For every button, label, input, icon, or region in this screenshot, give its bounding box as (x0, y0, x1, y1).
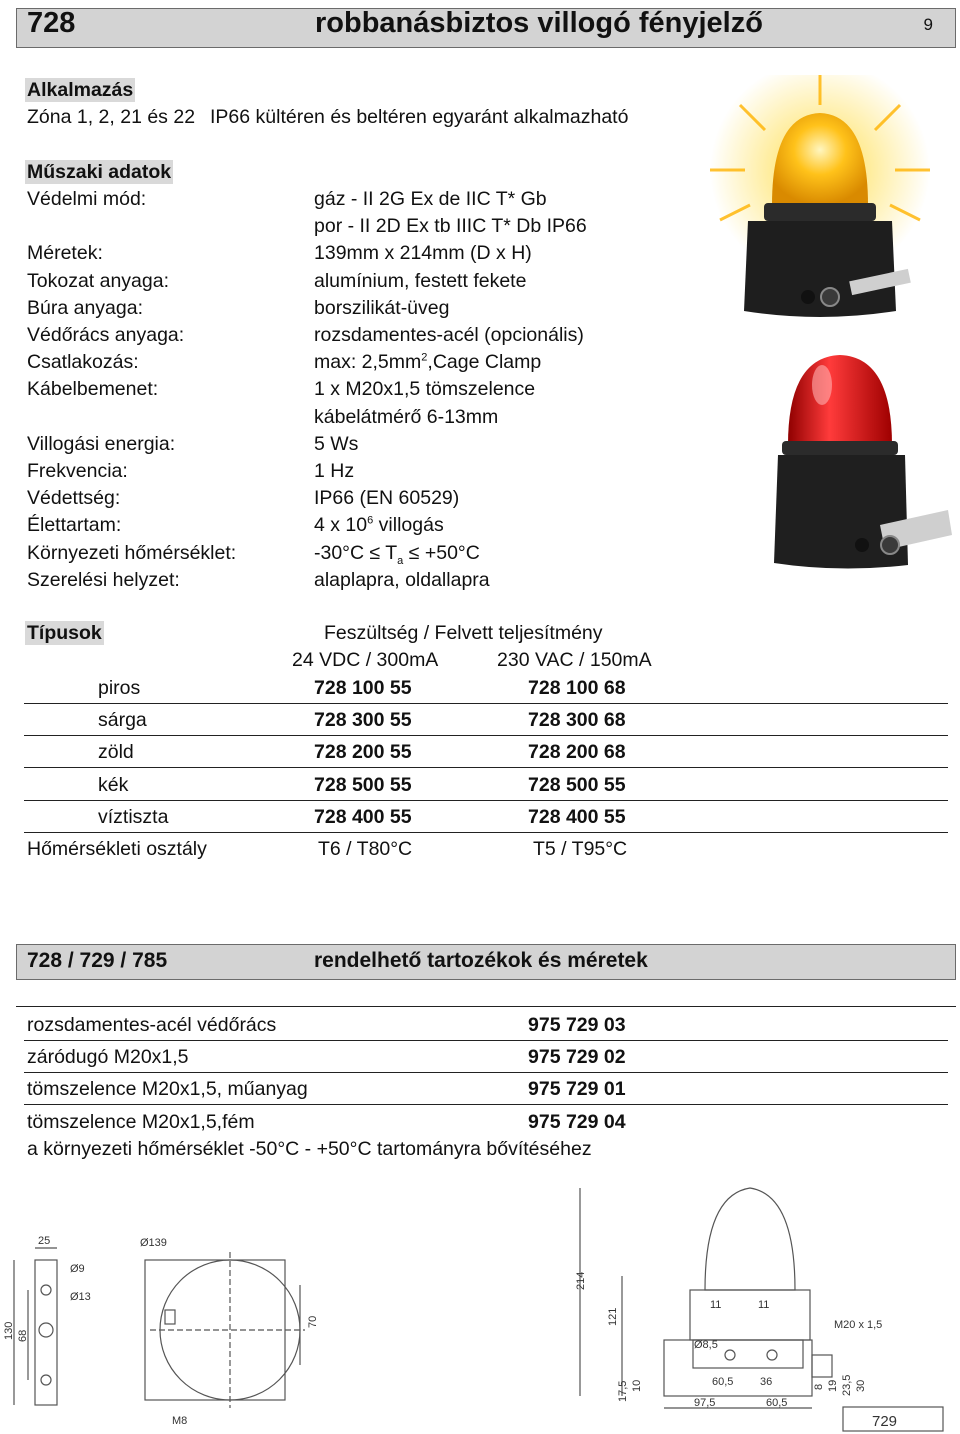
spec-value: kábelátmérő 6-13mm (314, 405, 499, 428)
dim-68: 68 (17, 1329, 29, 1342)
type-v1: 728 400 55 (314, 805, 412, 828)
type-v2: 728 400 55 (528, 805, 626, 828)
accessory-name: tömszelence M20x1,5,fém (27, 1110, 255, 1133)
application-zones: Zóna 1, 2, 21 és 22 (27, 106, 196, 128)
spec-value: 1 Hz (314, 460, 355, 482)
types-col1-header: 24 VDC / 300mA (292, 649, 439, 671)
temp-class-v2: T5 / T95°C (533, 838, 628, 860)
application-heading: Alkalmazás (27, 79, 134, 101)
drawing-label: 729 (872, 1413, 898, 1430)
type-v1: 728 100 55 (314, 677, 412, 699)
spec-value-sup: 2 (421, 351, 428, 364)
spec-value-part: 4 x 10 (314, 514, 368, 537)
spec-label: Élettartam: (27, 514, 122, 537)
spec-value-part: -30°C ≤ T (314, 541, 398, 564)
dim-30: 30 (855, 1379, 867, 1392)
dim-11b: 11 (758, 1299, 770, 1311)
product-code: 728 (27, 7, 76, 39)
table-rule (24, 1072, 948, 1073)
amber-beacon-image (700, 75, 940, 330)
types-col2-header: 230 VAC / 150mA (497, 649, 652, 671)
dim-d13: Ø13 (70, 1291, 91, 1303)
spec-value (314, 350, 541, 374)
table-rule (24, 800, 948, 801)
table-rule (24, 832, 948, 833)
spec-label: Csatlakozás: (27, 351, 139, 374)
page-header (16, 8, 956, 48)
page-number: 9 (923, 15, 933, 34)
type-v2: 728 200 68 (528, 741, 626, 764)
dim-11a: 11 (710, 1299, 722, 1311)
type-color: víztiszta (98, 805, 169, 828)
temp-class-v1: T6 / T80°C (318, 838, 413, 860)
accessories-header (16, 944, 956, 980)
type-color: zöld (98, 741, 134, 764)
type-v1: 728 500 55 (314, 773, 412, 796)
spec-value-part: ,Cage Clamp (427, 351, 542, 374)
table-rule (24, 1104, 948, 1105)
table-rule (24, 1040, 948, 1041)
spec-label: Védettség: (27, 487, 121, 510)
accessory-name: tömszelence M20x1,5, műanyag (27, 1078, 308, 1101)
dim-d9: Ø9 (70, 1263, 85, 1275)
accessories-title: rendelhető tartozékok és méretek (314, 949, 648, 972)
types-heading: Típusok (27, 622, 102, 644)
side-view-drawing (575, 1188, 943, 1431)
dim-19: 19 (827, 1379, 839, 1392)
spec-value: 5 Ws (314, 432, 359, 455)
spec-label: Kábelbemenet: (27, 378, 159, 401)
page-title: robbanásbiztos villogó fényjelző (315, 7, 763, 39)
dim-m8: M8 (172, 1415, 188, 1427)
application-note: IP66 kültéren és beltéren egyaránt alkalmazható (210, 106, 629, 128)
spec-label: Szerelési helyzet: (27, 568, 180, 591)
dim-121: 121 (607, 1307, 619, 1326)
spec-label: Villogási energia: (27, 432, 176, 455)
spec-label: Védőrács anyaga: (27, 324, 185, 346)
dim-175: 17,5 (617, 1380, 629, 1402)
spec-value: 1 x M20x1,5 tömszelence (314, 378, 536, 401)
spec-label: Méretek: (27, 242, 103, 265)
dim-10: 10 (631, 1379, 643, 1392)
dim-36: 36 (760, 1376, 773, 1388)
accessories-note: a környezeti hőmérséklet -50°C - +50°C tartományra bővítéséhez (27, 1138, 592, 1160)
dim-975: 97,5 (694, 1397, 716, 1409)
dim-25: 25 (38, 1235, 51, 1247)
table-rule (24, 767, 948, 768)
spec-value: por - II 2D Ex tb IIIC T* Db IP66 (314, 215, 587, 238)
dim-130: 130 (3, 1321, 15, 1340)
type-color: sárga (98, 709, 147, 732)
spec-value: alaplapra, oldallapra (314, 568, 490, 591)
dim-d85: Ø8,5 (694, 1339, 718, 1351)
dim-605b: 60,5 (766, 1397, 788, 1409)
spec-value-sup: 6 (367, 514, 374, 527)
bracket-drawing (3, 1235, 91, 1405)
red-beacon-image (740, 345, 960, 575)
accessory-name: záródugó M20x1,5 (27, 1046, 189, 1069)
spec-value-part: villogás (373, 514, 444, 537)
type-v1: 728 200 55 (314, 741, 412, 764)
dim-m20: M20 x 1,5 (834, 1319, 883, 1331)
dimension-drawing (0, 1180, 960, 1434)
table-rule (24, 703, 948, 704)
divider (16, 1006, 956, 1007)
spec-value: 139mm x 214mm (D x H) (314, 242, 532, 265)
type-v2: 728 300 68 (528, 709, 626, 732)
spec-value-part: ≤ +50°C (403, 541, 480, 564)
type-v1: 728 300 55 (314, 709, 412, 732)
dim-70: 70 (307, 1315, 319, 1328)
dim-605a: 60,5 (712, 1376, 734, 1388)
accessory-code: 975 729 02 (528, 1046, 626, 1069)
spec-value: IP66 (EN 60529) (314, 487, 460, 510)
dim-d139: Ø139 (140, 1237, 167, 1249)
type-color: kék (98, 773, 129, 796)
top-view-drawing (140, 1237, 319, 1427)
spec-label: Tokozat anyaga: (27, 269, 170, 292)
dim-235: 23,5 (841, 1374, 853, 1396)
types-column-header: Feszültség / Felvett teljesítmény (324, 622, 603, 644)
dim-214: 214 (575, 1271, 587, 1290)
spec-label: Védelmi mód: (27, 188, 147, 210)
accessory-code: 975 729 01 (528, 1078, 626, 1101)
spec-label: Környezeti hőmérséklet: (27, 541, 237, 564)
spec-value: alumínium, festett fekete (314, 269, 527, 292)
spec-value: rozsdamentes-acél (opcionális) (314, 324, 584, 346)
spec-value-sub: a (397, 554, 404, 567)
type-v2: 728 500 55 (528, 773, 626, 796)
spec-value: borszilikát-üveg (314, 296, 450, 319)
accessory-code: 975 729 03 (528, 1014, 626, 1036)
accessory-code: 975 729 04 (528, 1110, 626, 1133)
specs-heading: Műszaki adatok (27, 161, 172, 183)
type-color: piros (98, 677, 141, 699)
spec-value-part: max: 2,5mm (314, 351, 422, 374)
spec-label: Búra anyaga: (27, 296, 144, 319)
spec-value (314, 513, 444, 537)
spec-value (314, 541, 480, 565)
type-v2: 728 100 68 (528, 677, 626, 699)
spec-label: Frekvencia: (27, 460, 128, 482)
temp-class-label: Hőmérsékleti osztály (27, 838, 207, 860)
dim-8: 8 (813, 1383, 825, 1390)
spec-value: gáz - II 2G Ex de IIC T* Gb (314, 188, 547, 210)
table-rule (24, 735, 948, 736)
accessory-name: rozsdamentes-acél védőrács (27, 1014, 277, 1036)
accessories-codes: 728 / 729 / 785 (27, 949, 168, 972)
